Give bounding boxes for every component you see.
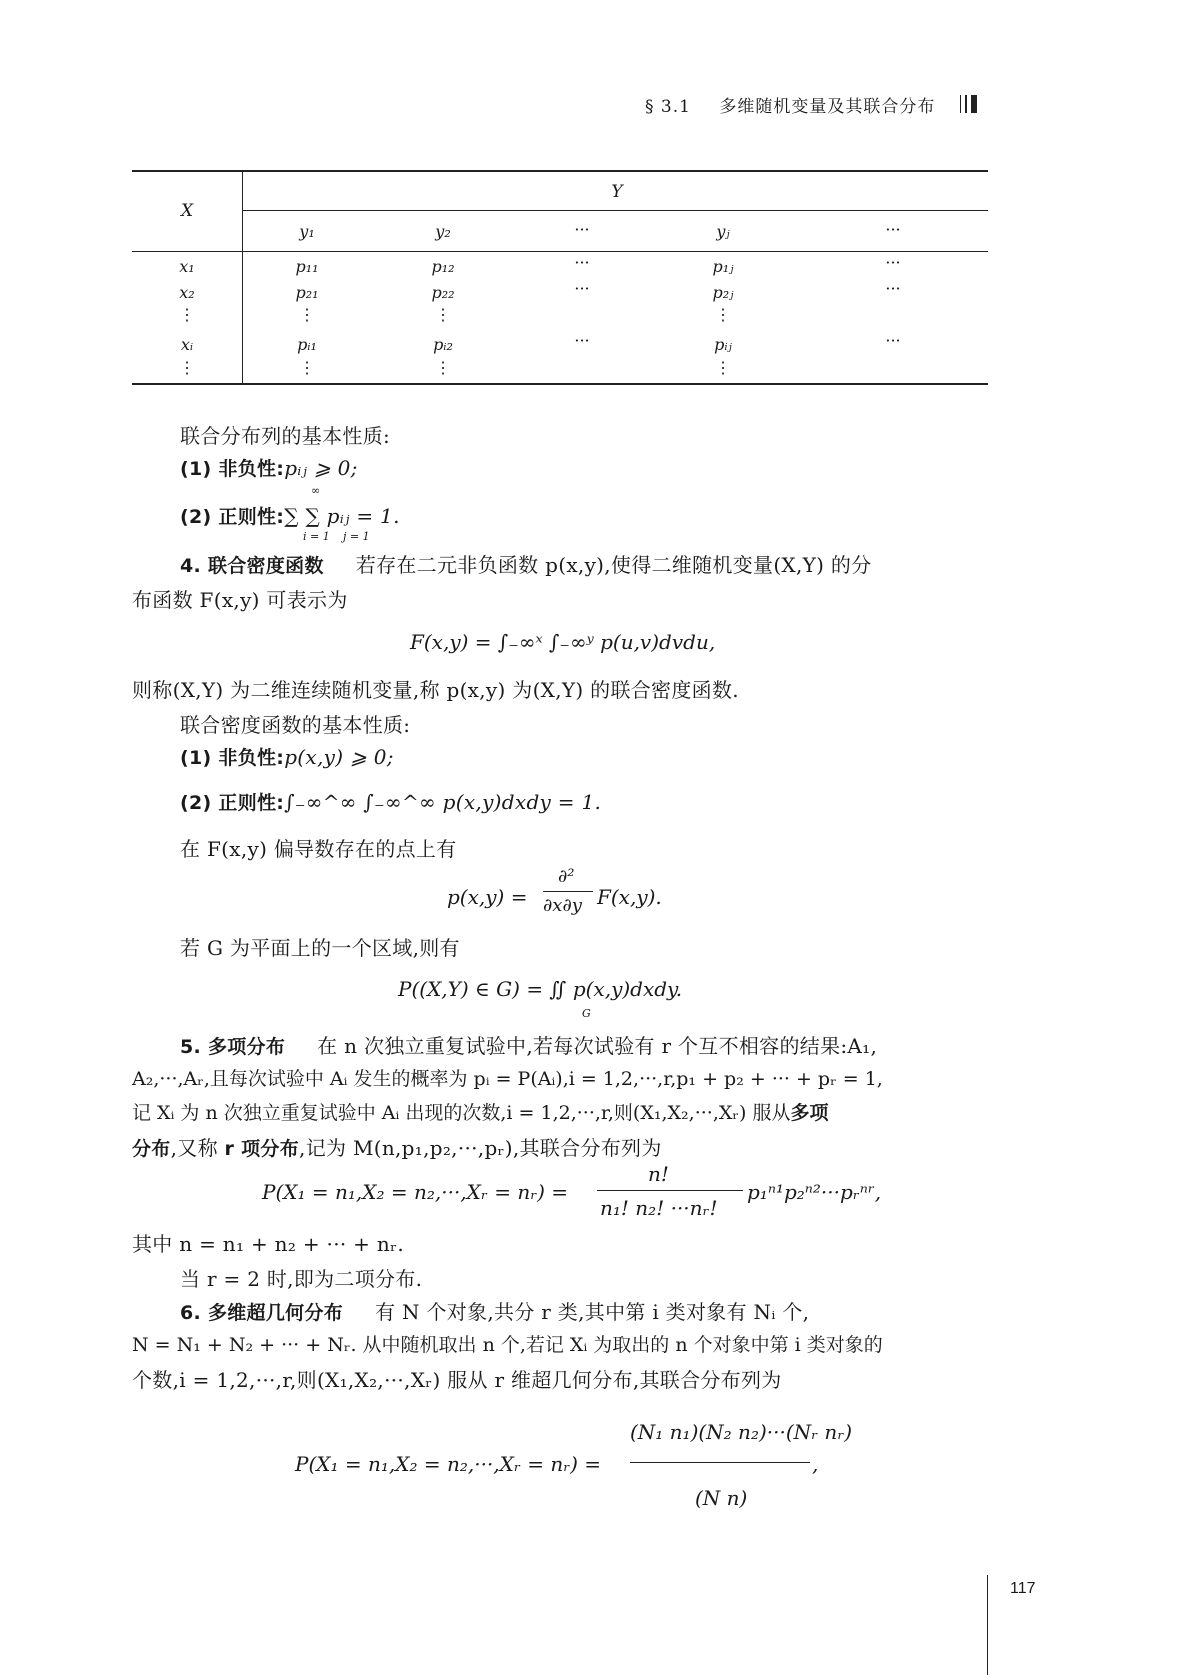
fraction-bar — [597, 1190, 743, 1191]
paragraph: 若存在二元非负函数 p(x,y),使得二维随机变量(X,Y) 的分 — [355, 553, 872, 577]
property-label: (2) 正则性: — [180, 506, 285, 528]
paragraph: A₂,···,Aᵣ,且每次试验中 Aᵢ 发生的概率为 pᵢ = P(Aᵢ),i = 1,2,···,r,p₁ + p₂ + ··· + pᵣ = 1, — [132, 1068, 883, 1090]
table-cell: p₁₂ — [431, 257, 455, 276]
table-cell: p₁₁ — [295, 257, 319, 276]
fraction-denominator: (N n) — [695, 1486, 748, 1510]
paragraph: 联合分布列的基本性质: — [180, 424, 391, 448]
fraction-denominator: n₁! n₂! ···nᵣ! — [600, 1196, 718, 1220]
equation-cdf: F(x,y) = ∫₋∞ˣ ∫₋∞ʸ p(u,v)dvdu, — [410, 630, 716, 654]
table-header-mid-rule — [242, 210, 988, 211]
math-expression: p(x,y) ⩾ 0; — [284, 745, 394, 769]
property-label: (1) 非负性: — [180, 747, 285, 769]
table-cell: ··· — [885, 279, 901, 298]
equation-density-rhs: F(x,y). — [597, 885, 662, 909]
equation-region-probability: P((X,Y) ∈ G) = ∬ p(x,y)dxdy. — [398, 977, 683, 1001]
table-row-label: x₂ — [179, 283, 195, 302]
paragraph: 有 N 个对象,共分 r 类,其中第 i 类对象有 Nᵢ 个, — [375, 1300, 810, 1324]
table-cell: ··· — [574, 331, 590, 350]
table-row-label: xᵢ — [180, 335, 194, 354]
section-number: § 3.1 — [645, 97, 691, 117]
table-cell: ··· — [885, 253, 901, 272]
property-line — [180, 743, 394, 770]
fraction-numerator: (N₁ n₁)(N₂ n₂)···(Nᵣ nᵣ) — [630, 1420, 853, 1444]
section-heading: 6. 多维超几何分布 — [180, 1302, 344, 1324]
section-heading-line — [180, 1030, 877, 1059]
table-col-label: ··· — [885, 220, 901, 239]
integral-region-label: G — [582, 1007, 591, 1020]
paragraph: 布函数 F(x,y) 可表示为 — [132, 588, 348, 612]
paragraph: 则称(X,Y) 为二维连续随机变量,称 p(x,y) 为(X,Y) 的联合密度函数. — [132, 678, 739, 702]
fraction-numerator: n! — [648, 1162, 669, 1186]
bold-term: 分布 — [132, 1138, 171, 1160]
paragraph-line — [132, 1132, 662, 1161]
table-cell: p₂₂ — [431, 283, 455, 302]
table-cell: ··· — [885, 331, 901, 350]
table-top-rule — [132, 170, 988, 172]
table-cell: pᵢ₁ — [297, 335, 317, 354]
paragraph: 当 r = 2 时,即为二项分布. — [180, 1267, 423, 1291]
paragraph: 在 n 次独立重复试验中,若每次试验有 r 个互不相容的结果:A₁, — [317, 1034, 878, 1058]
paragraph: 个数,i = 1,2,···,r,则(X₁,X₂,···,Xᵣ) 服从 r 维超几何分布,其联合分布列为 — [132, 1368, 782, 1392]
table-bottom-rule — [132, 383, 988, 385]
table-cell: p₁ⱼ — [712, 257, 734, 276]
page-number: 117 — [1010, 1580, 1036, 1597]
paragraph: 联合密度函数的基本性质: — [180, 713, 411, 737]
equation-multinomial-rhs: p₁ⁿ¹p₂ⁿ²···pᵣⁿʳ, — [747, 1180, 882, 1204]
fraction-denominator: ∂x∂y — [543, 895, 582, 916]
paragraph: ,又称 — [170, 1136, 225, 1160]
table-cell: ⋮ — [715, 305, 731, 324]
table-row-label: ⋮ — [179, 358, 195, 377]
table-cell: p₂₁ — [295, 283, 319, 302]
property-line — [180, 788, 601, 815]
equation-density-lhs: p(x,y) = — [447, 885, 528, 909]
equation-hypergeometric-lhs: P(X₁ = n₁,X₂ = n₂,···,Xᵣ = nᵣ) = — [295, 1452, 602, 1476]
table-vertical-rule — [242, 170, 243, 384]
sum-lower-limit: i = 1 — [303, 530, 330, 543]
table-cell: ⋮ — [435, 358, 451, 377]
table-row-label: ⋮ — [179, 305, 195, 324]
equation-trailing-comma: , — [812, 1452, 819, 1476]
section-heading: 5. 多项分布 — [180, 1036, 286, 1058]
page-number-rule — [987, 1575, 988, 1675]
paragraph: 若 G 为平面上的一个区域,则有 — [180, 936, 460, 960]
fraction-numerator: ∂² — [558, 866, 575, 887]
section-heading-line — [180, 1296, 809, 1325]
bold-term: 多项 — [790, 1102, 829, 1124]
table-col-label: ··· — [574, 220, 590, 239]
section-title: 多维随机变量及其联合分布 — [719, 97, 936, 117]
table-cell: p₂ⱼ — [712, 283, 734, 302]
table-cell: ⋮ — [299, 305, 315, 324]
property-line — [180, 454, 358, 481]
table-header-bottom-rule — [132, 251, 988, 252]
paragraph: 在 F(x,y) 偏导数存在的点上有 — [180, 837, 457, 861]
paragraph-line — [132, 1098, 828, 1125]
section-heading: 4. 联合密度函数 — [180, 555, 324, 577]
paragraph: 记 Xᵢ 为 n 次独立重复试验中 Aᵢ 出现的次数,i = 1,2,···,r,则(X₁,X₂,···,Xᵣ) 服从 — [132, 1102, 791, 1124]
math-expression: pᵢⱼ ⩾ 0; — [284, 456, 358, 480]
equation-multinomial-lhs: P(X₁ = n₁,X₂ = n₂,···,Xᵣ = nᵣ) = — [262, 1180, 569, 1204]
math-expression: ∫₋∞^∞ ∫₋∞^∞ p(x,y)dxdy = 1. — [284, 790, 602, 814]
table-col-label: y₂ — [435, 222, 451, 241]
property-label: (1) 非负性: — [180, 458, 285, 480]
paragraph: ,记为 M(n,p₁,p₂,···,pᵣ),其联合分布列为 — [299, 1136, 662, 1160]
header-bars-ornament — [960, 95, 986, 113]
property-line — [180, 502, 400, 529]
table-cell: pᵢ₂ — [433, 335, 453, 354]
sum-upper-limit: ∞ — [311, 484, 321, 497]
table-row-header: X — [180, 201, 194, 221]
table-col-label: y₁ — [299, 222, 315, 241]
table-cell: ⋮ — [299, 358, 315, 377]
table-cell: ··· — [574, 279, 590, 298]
table-cell: ··· — [574, 253, 590, 272]
bold-term: r 项分布 — [224, 1138, 300, 1160]
section-heading-line — [180, 549, 872, 578]
paragraph: 其中 n = n₁ + n₂ + ··· + nᵣ. — [132, 1232, 404, 1256]
math-expression: ∑ ∑ pᵢⱼ = 1. — [284, 504, 400, 528]
property-label: (2) 正则性: — [180, 792, 285, 814]
paragraph: N = N₁ + N₂ + ··· + Nᵣ. 从中随机取出 n 个,若记 Xᵢ 为取出的 n 个对象中第 i 类对象的 — [132, 1334, 883, 1356]
table-cell: ⋮ — [715, 358, 731, 377]
table-col-header: Y — [611, 182, 623, 202]
table-cell: pᵢⱼ — [714, 335, 732, 354]
table-row-label: x₁ — [179, 257, 195, 276]
table-col-label: yⱼ — [716, 222, 730, 241]
fraction-bar — [630, 1462, 810, 1463]
table-cell: ⋮ — [435, 305, 451, 324]
sum-lower-limit: j = 1 — [343, 530, 370, 543]
running-header — [645, 92, 935, 117]
fraction-bar — [543, 891, 593, 892]
